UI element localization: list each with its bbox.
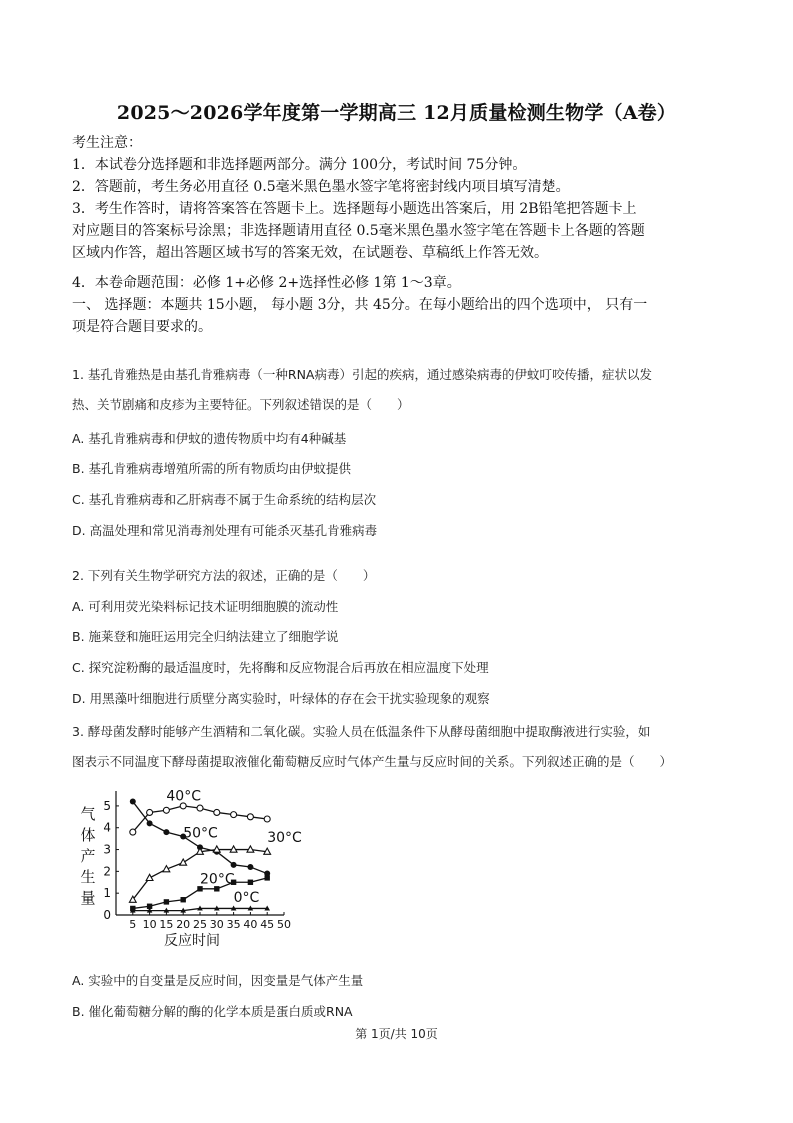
- data-point: [248, 880, 253, 885]
- question-3-line-2: 图表示不同温度下酵母菌提取液催化葡萄糖反应时气体产生量与反应时间的关系。下列叙述正确的是（ ）: [72, 754, 673, 769]
- question-2-option-a[interactable]: A. 可利用荧光染料标记技术证明细胞膜的流动性: [72, 599, 339, 614]
- exam-title: 2025～2026学年度第一学期高三 12月质量检测生物学（A卷）: [116, 102, 677, 124]
- data-point: [130, 829, 136, 835]
- question-1-line-1: 1. 基孔肯雅热是由基孔肯雅病毒（一种RNA病毒）引起的疾病，通过感染病毒的伊蚊叮咬传播，症状以发: [72, 367, 652, 382]
- data-point: [181, 897, 186, 902]
- data-point: [265, 875, 270, 880]
- x-tick-label: 5: [129, 918, 137, 931]
- question-2-option-d[interactable]: D. 用黑藻叶细胞进行质壁分离实验时，叶绿体的存在会干扰实验现象的观察: [72, 691, 490, 706]
- x-tick-label: 15: [159, 918, 174, 931]
- section-heading-cont: 项是符合题目要求的。: [72, 319, 212, 335]
- data-point: [247, 864, 253, 870]
- data-point: [214, 809, 220, 815]
- data-point: [163, 807, 169, 813]
- x-tick-label: 35: [226, 918, 241, 931]
- x-tick-label: 25: [193, 918, 207, 931]
- y-axis-label: 气: [80, 805, 96, 823]
- data-point: [264, 816, 270, 822]
- x-tick-label: 50: [277, 918, 291, 931]
- notice-item-3-cont2: 区域内作答，超出答题区域书写的答案无效，在试题卷、草稿纸上作答无效。: [72, 245, 548, 261]
- series-label: 40°C: [166, 788, 201, 805]
- x-tick-label: 40: [243, 918, 258, 931]
- notice-item-3-cont: 对应题目的答案标号涂黑；非选择题请用直径 0.5毫米黑色墨水签字笔在答题卡上各题的答题: [72, 223, 645, 239]
- y-axis-label: 体: [80, 826, 96, 844]
- y-tick-label: 3: [103, 842, 111, 857]
- series-label: 30°C: [267, 829, 302, 846]
- question-1-option-b[interactable]: B. 基孔肯雅病毒增殖所需的所有物质均由伊蚊提供: [72, 461, 352, 476]
- question-3-option-a[interactable]: A. 实验中的自变量是反应时间，因变量是气体产生量: [72, 973, 364, 988]
- question-3-option-b[interactable]: B. 催化葡萄糖分解的酶的化学本质是蛋白质或RNA: [72, 1004, 353, 1019]
- data-point: [147, 820, 153, 826]
- data-point: [231, 812, 237, 818]
- question-2-option-b[interactable]: B. 施莱登和施旺运用完全归纳法建立了细胞学说: [72, 629, 339, 644]
- x-tick-label: 45: [260, 918, 275, 931]
- question-1-option-c[interactable]: C. 基孔肯雅病毒和乙肝病毒不属于生命系统的结构层次: [72, 492, 377, 507]
- data-point: [164, 899, 169, 904]
- data-point: [197, 805, 203, 811]
- data-point: [247, 814, 253, 820]
- x-tick-label: 10: [142, 918, 157, 931]
- x-axis-label: 反应时间: [164, 933, 220, 949]
- y-axis-label: 产: [80, 847, 96, 865]
- gas-production-chart: [72, 783, 302, 953]
- data-point: [130, 799, 136, 805]
- data-point: [163, 829, 169, 835]
- series-label: 50°C: [183, 825, 218, 842]
- series-label: 20°C: [200, 871, 235, 888]
- y-tick-label: 2: [103, 864, 111, 879]
- notice-item-3: 3．考生作答时，请将答案答在答题卡上。选择题每小题选出答案后，用 2B铅笔把答题卡上: [72, 201, 637, 217]
- notice-heading: 考生注意：: [72, 135, 142, 151]
- question-1-stem: [72, 366, 732, 414]
- x-tick-label: 30: [209, 918, 224, 931]
- y-axis-label: 生: [80, 868, 96, 886]
- data-point: [146, 874, 153, 880]
- notice-item-2: 2．答题前，考生务必用直径 0.5毫米黑色墨水签字笔将密封线内项目填写清楚。: [72, 179, 570, 195]
- candidate-notice: [72, 132, 732, 338]
- question-1-option-d[interactable]: D. 高温处理和常见消毒剂处理有可能杀灭基孔肯雅病毒: [72, 523, 378, 538]
- data-point: [180, 859, 187, 865]
- notice-item-1: 1．本试卷分选择题和非选择题两部分。满分 100分，考试时间 75分钟。: [72, 157, 527, 173]
- question-1-option-a[interactable]: A. 基孔肯雅病毒和伊蚊的遗传物质中均有4种碱基: [72, 431, 347, 446]
- question-3-line-1: 3. 酵母菌发酵时能够产生酒精和二氧化碳。实验人员在低温条件下从酵母菌细胞中提取酶液进行实验，如: [72, 724, 651, 739]
- page-footer: 第 1页/共 10页: [355, 1027, 438, 1041]
- data-point: [147, 809, 153, 815]
- y-axis-label: 量: [80, 889, 96, 907]
- section-heading: 一、 选择题：本题共 15小题， 每小题 3分，共 45分。在每小题给出的四个选项中， 只有一: [72, 297, 648, 313]
- y-tick-label: 1: [103, 886, 111, 901]
- notice-item-4: 4．本卷命题范围：必修 1+必修 2+选择性必修 1第 1～3章。: [72, 275, 461, 291]
- series-label: 0°C: [233, 889, 260, 906]
- y-tick-label: 0: [103, 908, 111, 922]
- question-3-stem: [72, 723, 732, 771]
- y-tick-label: 4: [103, 820, 111, 835]
- question-2-stem: 2. 下列有关生物学研究方法的叙述，正确的是（ ）: [72, 568, 376, 583]
- y-tick-label: 5: [103, 798, 111, 813]
- x-tick-label: 20: [176, 918, 191, 931]
- data-point: [231, 862, 237, 868]
- question-1-line-2: 热、关节剧痛和皮疹为主要特征。下列叙述错误的是（ ）: [72, 397, 410, 412]
- question-2-option-c[interactable]: C. 探究淀粉酶的最适温度时，先将酶和反应物混合后再放在相应温度下处理: [72, 660, 489, 675]
